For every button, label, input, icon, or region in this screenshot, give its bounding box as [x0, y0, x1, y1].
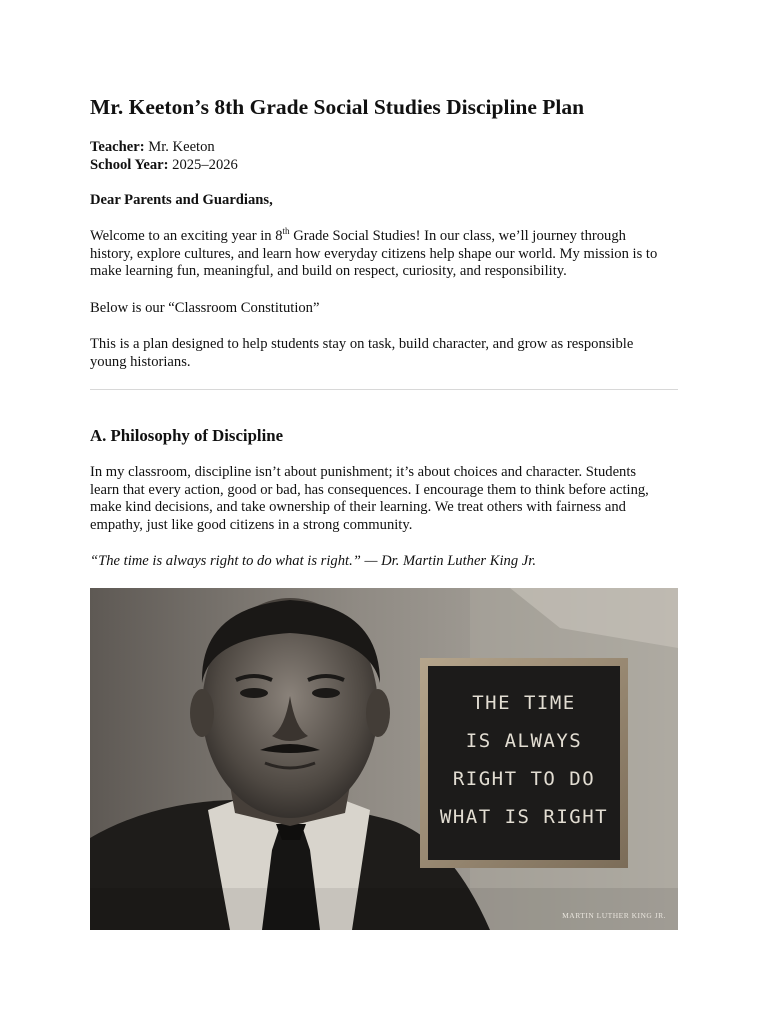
sign-line-1: THE TIME [472, 692, 576, 714]
philosophy-paragraph [90, 464, 678, 535]
greeting: Dear Parents and Guardians, [90, 192, 273, 208]
section-a-heading: A. Philosophy of Discipline [90, 426, 284, 445]
welcome-paragraph [90, 228, 678, 281]
philosophy-line-3: make kind decisions, and take ownership of their learning. We treat others with fairness and [90, 499, 626, 516]
welcome-line-1: Welcome to an exciting year in 8th Grade Social Studies! In our class, we’ll journey through [90, 226, 626, 244]
philosophy-line-1: In my classroom, discipline isn’t about punishment; it’s about choices and character. Students [90, 464, 637, 480]
philosophy-line-4: empathy, just like good citizens in a strong community. [90, 517, 413, 534]
teacher-value: Mr. Keeton [148, 139, 215, 155]
constitution-intro: Below is our “Classroom Constitution” [90, 300, 320, 316]
teacher-label: Teacher: [90, 139, 145, 155]
school-year-value: 2025–2026 [172, 157, 238, 173]
teacher-line [90, 138, 215, 156]
sign-line-3: RIGHT TO DO [452, 768, 596, 790]
plan-intro-line-1: This is a plan designed to help students stay on task, build character, and grow as responsible [90, 336, 634, 352]
plan-intro-line-2: young historians. [90, 353, 191, 370]
philosophy-line-2: learn that every action, good or bad, has consequences. I encourage them to think before acting, [90, 481, 649, 498]
sign-line-4: WHAT IS RIGHT [439, 806, 609, 828]
mlk-quote: “The time is always right to do what is right.” — Dr. Martin Luther King Jr. [90, 553, 536, 569]
welcome-line-2: history, explore cultures, and learn how everyday citizens help shape our world. My mission is to [90, 245, 658, 262]
plan-intro-paragraph [90, 336, 678, 371]
photo-caption: MARTIN LUTHER KING JR. [562, 911, 666, 920]
welcome-line-3: make learning fun, meaningful, and build on respect, curiosity, and responsibility. [90, 263, 567, 280]
page-title: Mr. Keeton’s 8th Grade Social Studies Discipline Plan [90, 95, 585, 119]
mlk-photo [90, 588, 678, 930]
horizontal-divider [90, 389, 678, 390]
sign-line-2: IS ALWAYS [465, 730, 583, 752]
school-year-label: School Year: [90, 157, 169, 173]
school-year-line [90, 156, 238, 174]
